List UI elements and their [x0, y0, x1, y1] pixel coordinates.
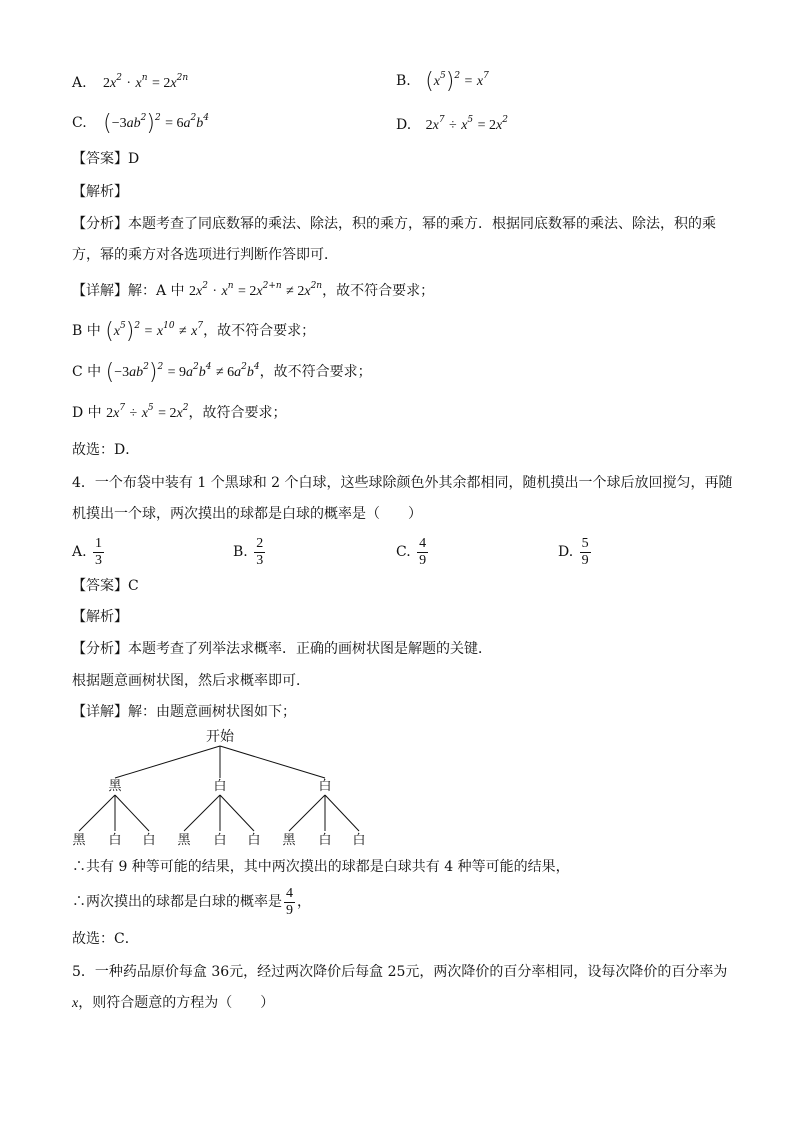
formula: $(-3ab^2)^2 = 6a^2b^4$: [103, 111, 210, 136]
q3-detail-a: [72, 281, 434, 302]
detail-prefix: D 中: [72, 405, 102, 421]
fenxi-tag: 【分析】: [72, 216, 128, 232]
q4-result2: [72, 884, 311, 920]
answer-tag: 【答案】: [72, 151, 128, 167]
branch-line: [115, 795, 149, 831]
q3-option-c: [72, 113, 209, 134]
q4-method: 根据题意画树状图，然后求概率即可．: [72, 673, 310, 689]
tree-leaf: 白: [352, 833, 366, 848]
answer-tag: 【答案】: [72, 578, 128, 594]
branch-line: [220, 746, 325, 778]
answer-value: C: [128, 578, 139, 594]
variable: x: [72, 996, 79, 1011]
q3-analysis-tag: 【解析】: [72, 184, 128, 200]
fenxi-tag: 【分析】: [72, 641, 128, 657]
q3-answer: [72, 149, 139, 169]
tree-level1-node: 白: [318, 779, 332, 794]
stem-text: ，则符合题意的方程为（ ）: [78, 995, 275, 1011]
branch-line: [220, 795, 254, 831]
option-label: D.: [396, 117, 412, 133]
q4-stem-line1: 4．一个布袋中装有 1 个黑球和 2 个白球，这些球除颜色外其余都相同，随机摸出一个球后放回搅匀，再随: [72, 475, 733, 491]
numerator: 4: [286, 885, 293, 901]
formula: $2x^2 \cdot x^n = 2x^{2+n} \ne 2x^{2n}$: [189, 281, 323, 299]
q3-fenxi-line1: [72, 214, 716, 234]
formula: $2x^2 \cdot x^n = 2x^{2n}$: [103, 73, 189, 91]
q4-stem-line2: 机摸出一个球，两次摸出的球都是白球的概率是（ ）: [72, 506, 422, 522]
detail-prefix: 解：A 中: [128, 283, 185, 299]
tree-leaf: 黑: [72, 833, 86, 848]
detail-suffix: ，故不符合要求；: [203, 323, 316, 339]
q4-answer: [72, 576, 139, 596]
detail-suffix: ，故符合要求；: [188, 405, 287, 421]
numerator: 2: [256, 535, 264, 551]
q3-option-a: [72, 73, 188, 94]
branch-line: [184, 795, 220, 831]
numerator: 1: [95, 535, 103, 551]
q4-option-b: [233, 534, 267, 570]
q4-conclusion: 故选：C．: [72, 931, 139, 947]
fraction: [254, 536, 265, 569]
formula: $2x^7 \div x^5 = 2x^2$: [106, 403, 189, 421]
tree-leaf: 黑: [177, 833, 191, 848]
answer-value: D: [128, 151, 140, 167]
q4-analysis-tag: 【解析】: [72, 609, 128, 625]
denominator: 3: [256, 552, 264, 568]
fenxi-text: 本题考查了同底数幂的乘法、除法，积的乘方，幂的乘方．根据同底数幂的乘法、除法，积的乘: [128, 216, 716, 232]
q4-option-d: [558, 534, 593, 570]
q3-detail-d: [72, 403, 286, 424]
formula: $2x^7 \div x^5 = 2x^2$: [425, 115, 508, 133]
branch-line: [289, 795, 325, 831]
detail-suffix: ，故不符合要求；: [259, 364, 372, 380]
fraction: [284, 886, 295, 919]
q4-detail: [72, 702, 296, 722]
tree-leaf: 白: [108, 833, 122, 848]
option-label: C.: [72, 115, 87, 131]
branch-line: [325, 795, 359, 831]
denominator: 9: [419, 552, 427, 568]
tree-leaf: 白: [213, 833, 227, 848]
tree-level1-node: 白: [213, 779, 227, 794]
q4-fenxi: [72, 639, 492, 659]
q4-option-c: [396, 534, 430, 570]
branch-line: [115, 746, 220, 778]
branch-line: [79, 795, 115, 831]
detail-prefix: C 中: [72, 364, 102, 380]
fraction: [93, 536, 104, 569]
q4-option-a: [72, 534, 106, 570]
detail-tag: 【详解】: [72, 283, 128, 299]
option-label: B.: [396, 73, 411, 89]
formula: $(x^5)^2 = x^{10} \ne x^7$: [105, 319, 204, 344]
numerator: 5: [581, 535, 589, 551]
denominator: 3: [95, 552, 103, 568]
detail-prefix: B 中: [72, 323, 101, 339]
result-suffix: ，: [297, 894, 311, 910]
tree-leaf: 白: [318, 833, 332, 848]
detail-suffix: ，故不符合要求；: [322, 283, 435, 299]
option-label: A.: [72, 75, 87, 91]
tree-root: 开始: [206, 729, 234, 745]
q3-fenxi-line2: 方，幂的乘方对各选项进行判断作答即可．: [72, 247, 338, 263]
detail-tag: 【详解】: [72, 704, 128, 720]
tree-leaf: 白: [142, 833, 156, 848]
numerator: 4: [419, 535, 427, 551]
formula: $(-3ab^2)^2 = 9a^2b^4 \ne 6a^2b^4$: [105, 360, 260, 385]
detail-text: 解：由题意画树状图如下；: [128, 704, 296, 720]
fraction: [417, 536, 428, 569]
q3-option-b: [396, 71, 489, 92]
q3-detail-b: [72, 321, 315, 342]
q3-option-d: [396, 115, 508, 136]
result-prefix: ∴两次摸出的球都是白球的概率是: [72, 894, 282, 910]
q4-result1: ∴共有 9 种等可能的结果，其中两次摸出的球都是白球共有 4 种等可能的结果，: [72, 859, 570, 875]
denominator: 9: [286, 902, 293, 918]
option-label: C.: [396, 544, 411, 560]
tree-leaf: 白: [247, 833, 261, 848]
fraction: [580, 536, 591, 569]
q5-stem-line2: [72, 993, 274, 1014]
q3-detail-c: [72, 362, 372, 383]
fenxi-text: 本题考查了列举法求概率．正确的画树状图是解题的关键．: [128, 641, 492, 657]
formula: $(x^5)^2 = x^7$: [425, 69, 489, 94]
q3-conclusion: 故选：D．: [72, 442, 140, 458]
option-label: B.: [233, 544, 248, 560]
q5-stem-line1: 5．一种药品原价每盒 36元，经过两次降价后每盒 25元，两次降价的百分率相同，设每次降价的百分率为: [72, 964, 728, 980]
tree-leaf: 黑: [282, 833, 296, 848]
denominator: 9: [581, 552, 589, 568]
option-label: A.: [72, 544, 87, 560]
tree-diagram: [65, 728, 375, 853]
tree-level1-node: 黑: [108, 779, 122, 794]
option-label: D.: [558, 544, 574, 560]
